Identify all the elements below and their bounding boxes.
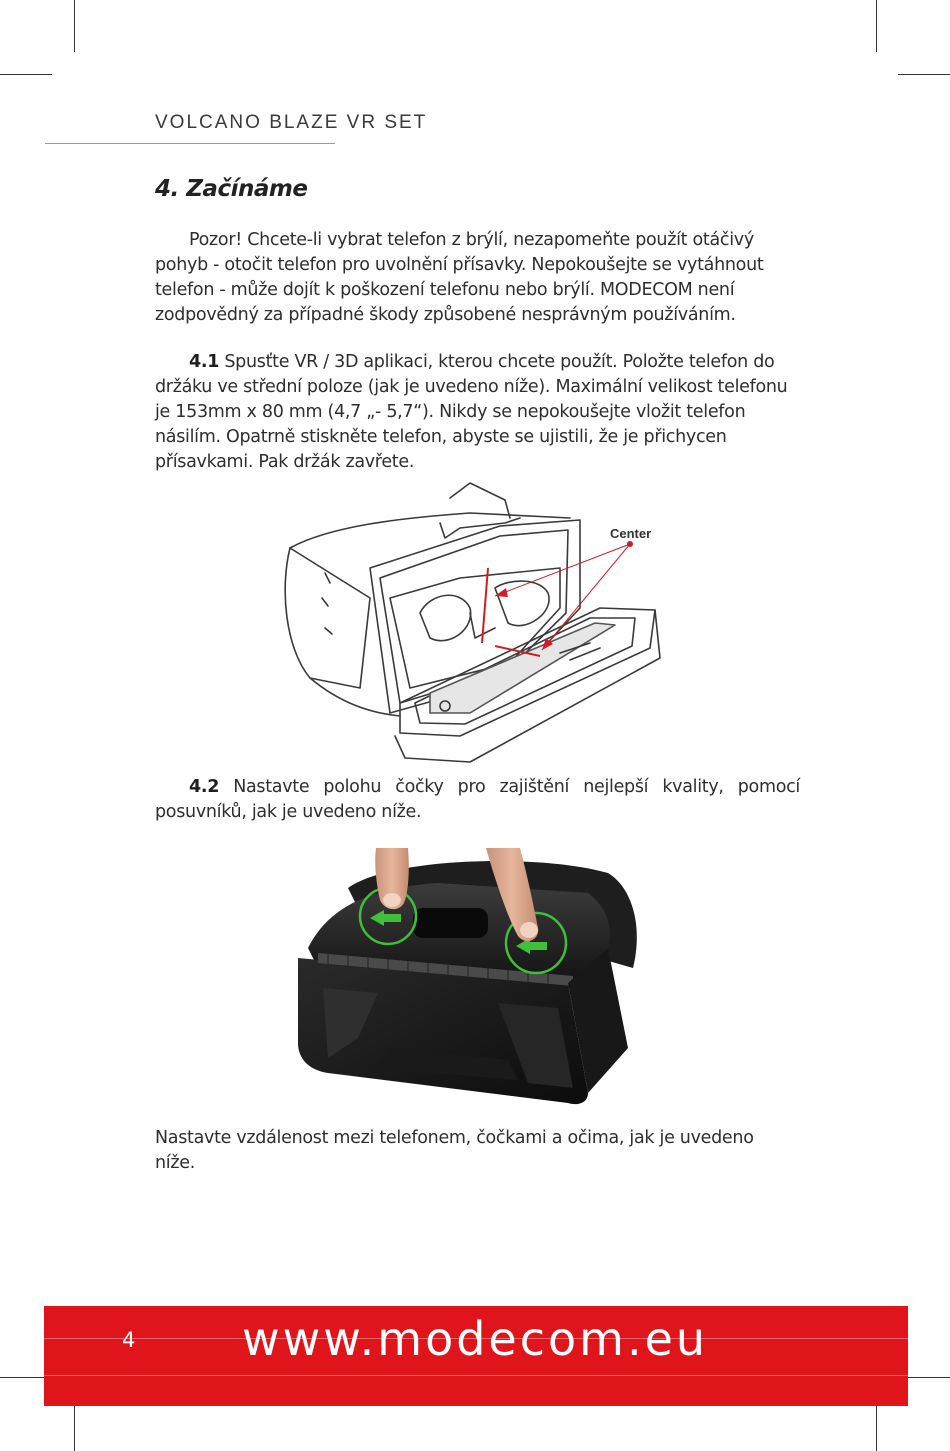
website-url: www.modecom.eu	[242, 1312, 709, 1366]
crop-mark	[74, 0, 75, 52]
intro-paragraph	[155, 228, 800, 328]
closing-paragraph: Nastavte vzdálenost mezi telefonem, čočkami a očima, jak je uvedeno níže.	[155, 1128, 754, 1173]
headset-lens-slider-photo	[288, 848, 658, 1108]
step-number: 4.2	[189, 777, 220, 797]
center-callout-label: Center	[610, 526, 652, 541]
crop-mark	[898, 74, 950, 75]
footer-bar	[44, 1306, 908, 1406]
step-4-1-paragraph	[155, 350, 800, 475]
intro-text: Pozor! Chcete-li vybrat telefon z brýlí, nezapomeňte použít otáčivý pohyb - otočit telefon pro uvolnění přísavky. Nepokoušejte se vytáhnout telefon - může dojít k poškození telefonu nebo brýlí. MODECOM není zodpovědný za případné škody způsobené nesprávným používáním.	[155, 230, 764, 325]
crop-mark	[74, 1399, 75, 1451]
section-title: 4. Začínáme	[155, 176, 308, 202]
page-number: 4	[122, 1328, 136, 1352]
step-text: Nastavte polohu čočky pro zajištění nejlepší kvality, pomocí posuvníků, jak je uvedeno níže.	[155, 777, 800, 822]
crop-mark	[876, 1399, 877, 1451]
footer-guide-line	[44, 1375, 908, 1376]
crop-mark	[876, 0, 877, 52]
crop-mark	[0, 74, 52, 75]
step-number: 4.1	[189, 352, 220, 372]
header-divider	[45, 143, 335, 144]
running-header: VOLCANO BLAZE VR SET	[155, 112, 428, 133]
step-text: Spusťte VR / 3D aplikaci, kterou chcete použít. Položte telefon do držáku ve střední poloze (jak je uvedeno níže). Maximální velikost telefonu je 153mm x 80 mm (4,7 „- 5,7“). Nikdy se nepokoušejte vložit telefon násilím. Opatrně stiskněte telefon, abyste se ujistili, že je přichycen přísavkami. Pak držák zavřete.	[155, 352, 788, 472]
step-4-2-paragraph	[155, 775, 800, 825]
headset-phone-tray-illustration	[270, 478, 670, 763]
